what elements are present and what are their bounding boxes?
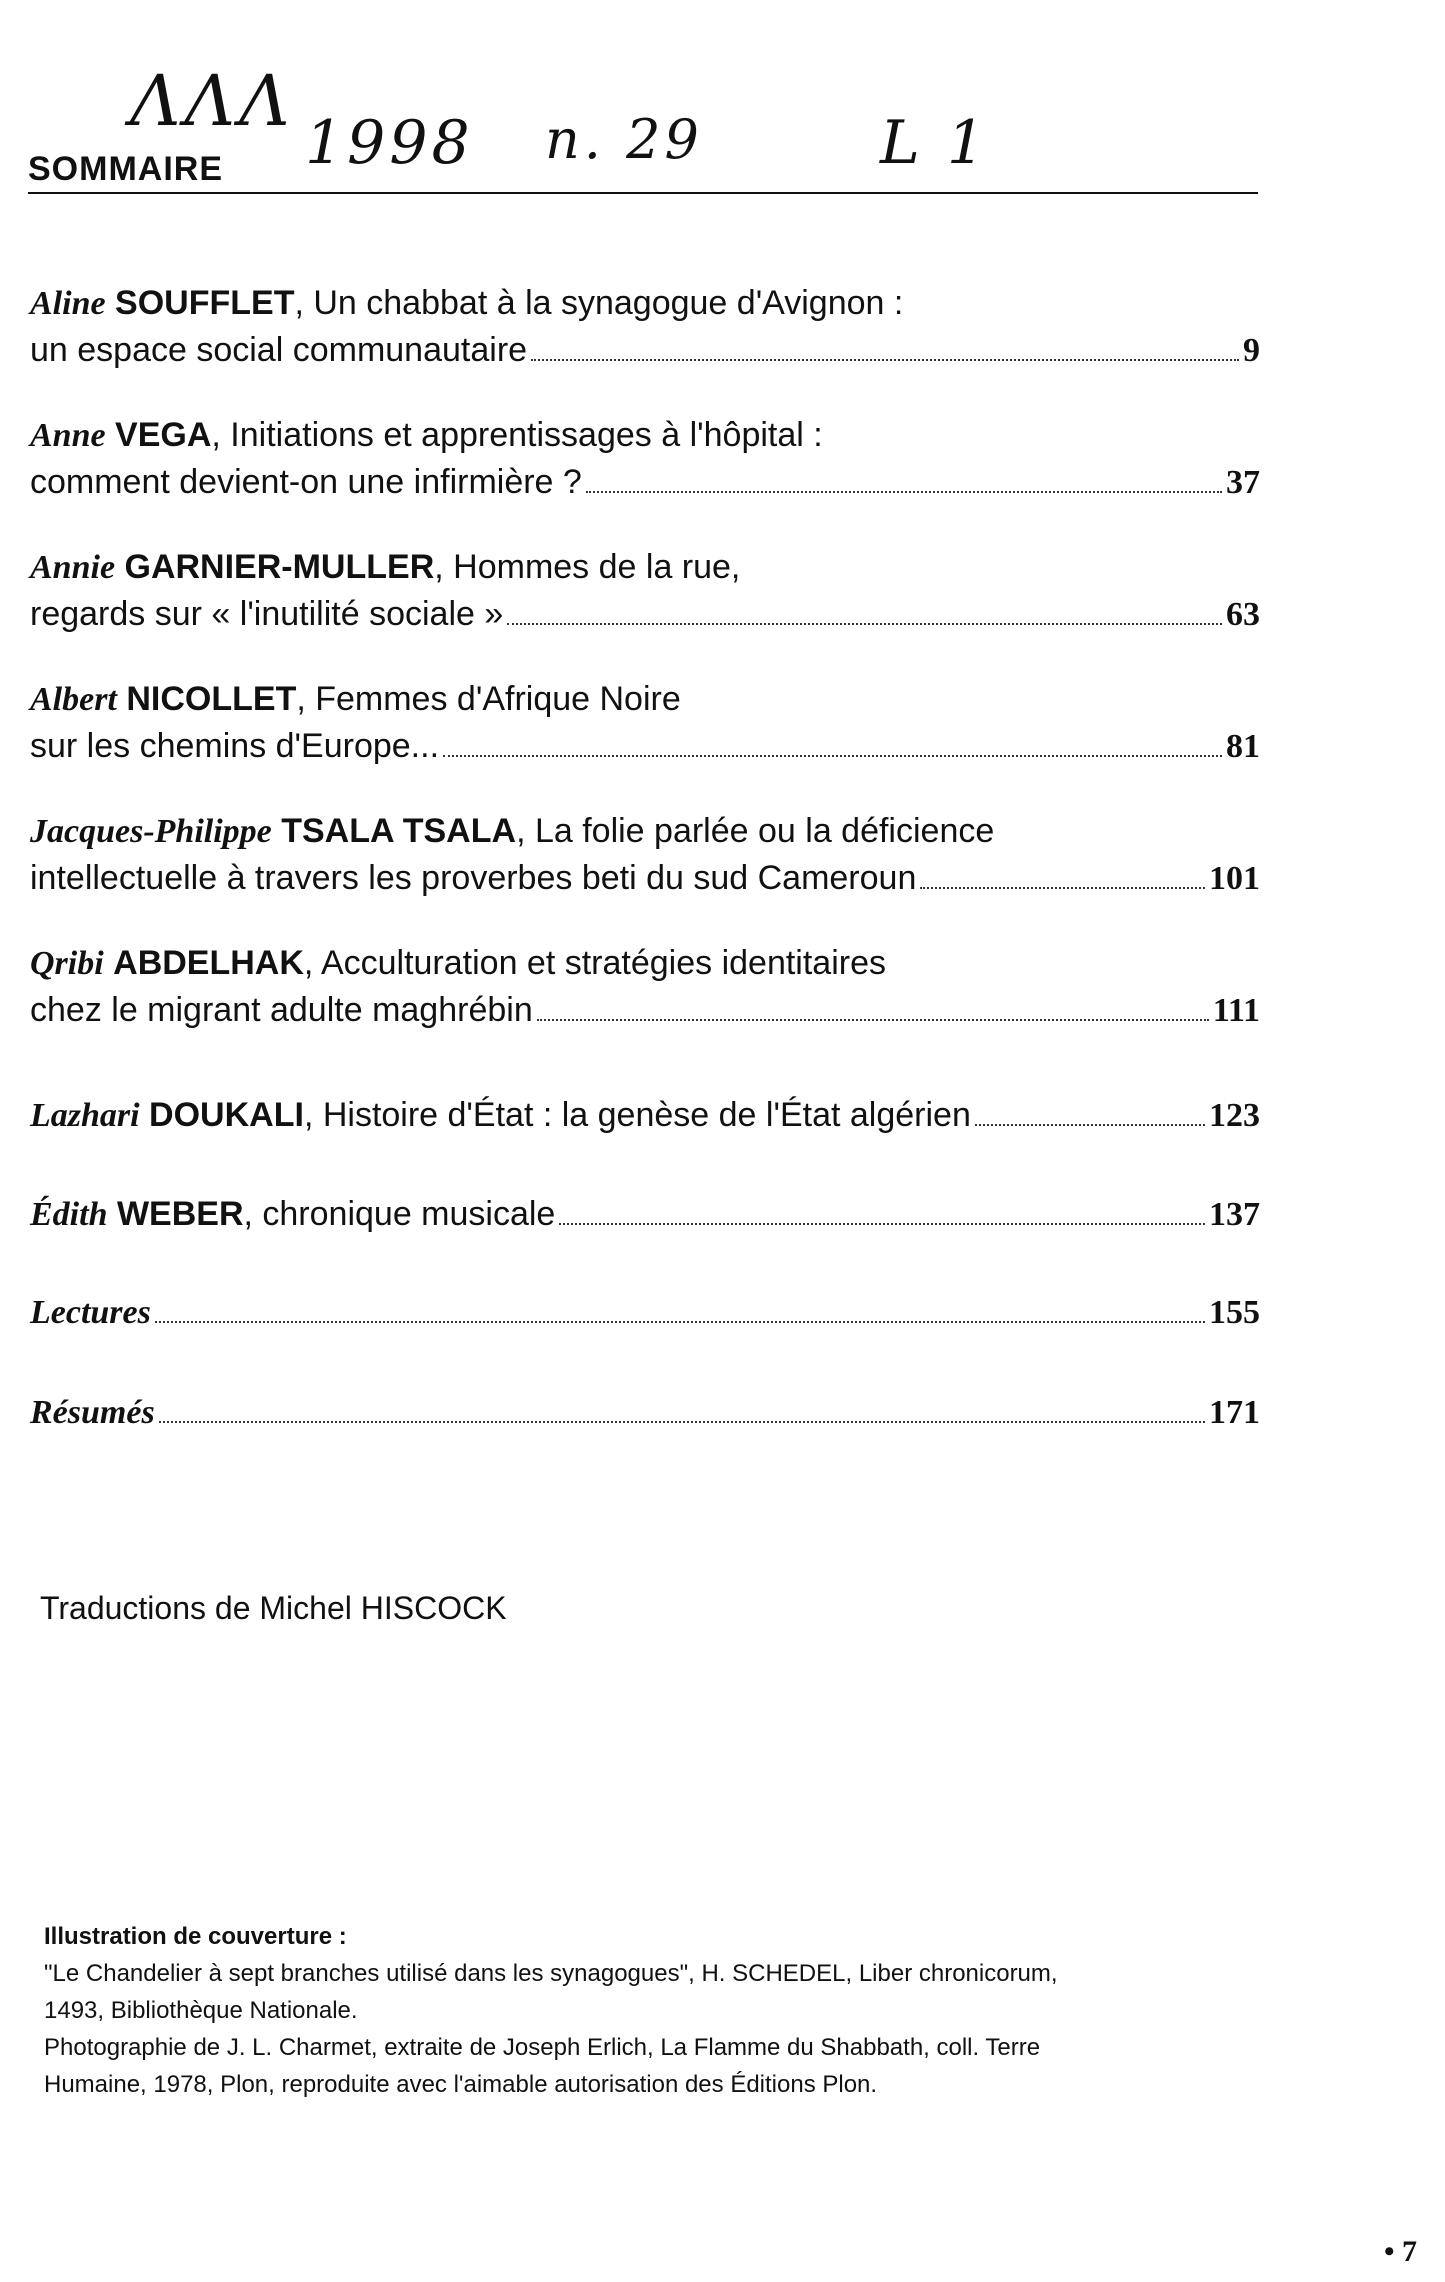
- dot-leader: [920, 887, 1205, 889]
- page-title: SOMMAIRE: [28, 150, 223, 188]
- author-given-name: Annie: [30, 549, 116, 586]
- author-given-name: Albert: [30, 681, 117, 718]
- illustration-line: "Le Chandelier à sept branches utilisé dans les synagogues", H. SCHEDEL, Liber chronicorum,: [44, 1960, 1058, 1987]
- author-surname: DOUKALI: [149, 1096, 304, 1134]
- author-given-name: Édith: [30, 1196, 108, 1233]
- entry-title-continued: intellectuelle à travers les proverbes beti du sud Cameroun: [30, 859, 917, 897]
- entry-title: , Acculturation et stratégies identitaires: [303, 944, 887, 982]
- handwritten-annotation-top: ΛΛΛ: [130, 60, 294, 142]
- section-title: Lectures: [30, 1294, 151, 1331]
- entry-title: , La folie parlée ou la déficience: [516, 812, 995, 850]
- dot-leader: [586, 491, 1222, 493]
- dot-leader: [507, 623, 1222, 625]
- illustration-heading: Illustration de couverture :: [44, 1923, 347, 1950]
- illustration-line: Humaine, 1978, Plon, reproduite avec l'aimable autorisation des Éditions Plon.: [44, 2071, 878, 2098]
- dot-leader: [155, 1321, 1205, 1323]
- toc-entry[interactable]: [30, 1390, 1260, 1436]
- entry-title: , Initiations et apprentissages à l'hôpital :: [211, 416, 823, 454]
- illustration-line: Photographie de J. L. Charmet, extraite de Joseph Erlich, La Flamme du Shabbath, coll. Terre: [44, 2034, 1041, 2061]
- author-surname: VEGA: [115, 416, 212, 454]
- author-given-name: Anne: [30, 417, 106, 454]
- page-number: • 7: [1383, 2235, 1417, 2268]
- toc-entry[interactable]: [30, 544, 1260, 638]
- author-given-name: Aline: [30, 285, 106, 322]
- page-ref: 37: [1226, 464, 1260, 501]
- toc-entry[interactable]: [30, 280, 1260, 374]
- entry-title-continued: sur les chemins d'Europe...: [30, 727, 440, 765]
- dot-leader: [975, 1124, 1205, 1126]
- handwritten-location: L 1: [880, 108, 990, 178]
- dot-leader: [537, 1019, 1209, 1021]
- author-surname: TSALA TSALA: [281, 812, 517, 850]
- page-ref: 171: [1209, 1394, 1260, 1431]
- toc-entry[interactable]: [30, 1092, 1260, 1139]
- entry-title-continued: un espace social communautaire: [30, 331, 528, 369]
- dot-leader: [559, 1223, 1205, 1225]
- toc-entry[interactable]: [30, 1191, 1260, 1238]
- toc-entry[interactable]: [30, 940, 1260, 1034]
- author-given-name: Qribi: [30, 945, 104, 982]
- cover-illustration-credit: [44, 1918, 1284, 2103]
- page-ref: 9: [1243, 332, 1260, 369]
- entry-title-continued: comment devient-on une infirmière ?: [30, 463, 582, 501]
- author-surname: NICOLLET: [126, 680, 297, 718]
- author-given-name: Lazhari: [30, 1097, 140, 1134]
- translation-credit: Traductions de Michel HISCOCK: [40, 1590, 507, 1626]
- dot-leader: [159, 1421, 1205, 1423]
- author-surname: ABDELHAK: [113, 944, 304, 982]
- handwritten-issue-number: n. 29: [545, 108, 703, 171]
- entry-title-continued: chez le migrant adulte maghrébin: [30, 991, 533, 1029]
- toc-entry[interactable]: [30, 1290, 1260, 1336]
- author-given-name: Jacques-Philippe: [30, 813, 272, 850]
- illustration-line: 1493, Bibliothèque Nationale.: [44, 1997, 358, 2024]
- title-divider: [28, 192, 1258, 194]
- toc-entry[interactable]: [30, 808, 1260, 902]
- page-ref: 137: [1209, 1196, 1260, 1233]
- entry-title-continued: regards sur « l'inutilité sociale »: [30, 595, 504, 633]
- entry-title: , chronique musicale: [243, 1195, 556, 1233]
- section-title: Résumés: [30, 1394, 155, 1431]
- entry-title: , Un chabbat à la synagogue d'Avignon :: [294, 284, 904, 322]
- page-ref: 155: [1209, 1294, 1260, 1331]
- page-ref: 63: [1226, 596, 1260, 633]
- author-surname: WEBER: [116, 1195, 244, 1233]
- entry-title: , Femmes d'Afrique Noire: [296, 680, 681, 718]
- table-of-contents: [30, 280, 1260, 1436]
- toc-entry[interactable]: [30, 412, 1260, 506]
- page-ref: 101: [1209, 860, 1260, 897]
- handwritten-year: 1998: [305, 108, 474, 178]
- dot-leader: [531, 359, 1239, 361]
- entry-title: , Hommes de la rue,: [434, 548, 741, 586]
- page-ref: 123: [1209, 1097, 1260, 1134]
- dot-leader: [443, 755, 1222, 757]
- toc-entry[interactable]: [30, 676, 1260, 770]
- page-ref: 111: [1212, 992, 1260, 1029]
- entry-title: , Histoire d'État : la genèse de l'État algérien: [303, 1096, 971, 1134]
- author-surname: SOUFFLET: [115, 284, 295, 322]
- page-ref: 81: [1226, 728, 1260, 765]
- author-surname: GARNIER-MULLER: [124, 548, 435, 586]
